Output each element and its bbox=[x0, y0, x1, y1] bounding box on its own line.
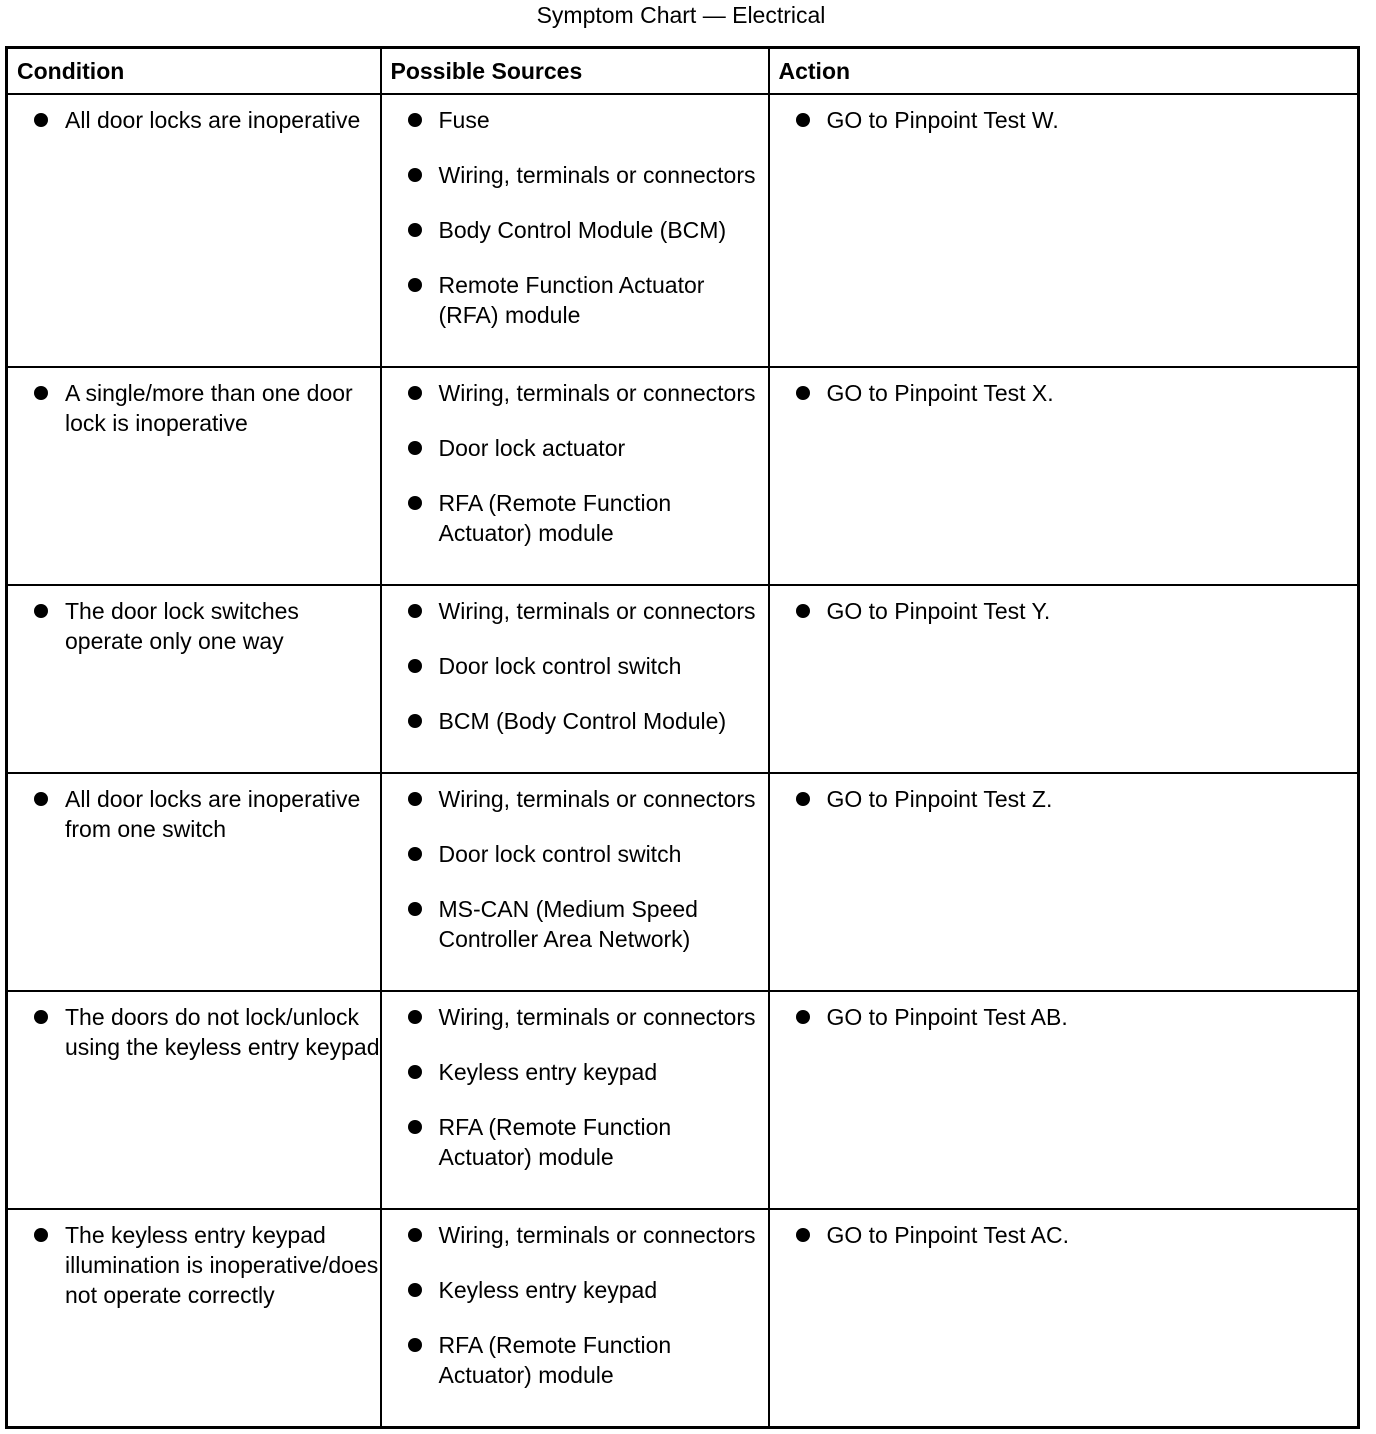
condition-cell bbox=[7, 991, 381, 1209]
sources-cell bbox=[381, 585, 769, 773]
action-cell bbox=[769, 773, 1359, 991]
bullet-icon bbox=[408, 223, 422, 237]
bullet-icon bbox=[408, 847, 422, 861]
bullet-icon bbox=[408, 113, 422, 127]
bullet-icon bbox=[34, 386, 48, 400]
source-item: RFA (Remote Function Actuator) module bbox=[382, 1330, 768, 1390]
bullet-icon bbox=[408, 714, 422, 728]
bullet-icon bbox=[408, 1283, 422, 1297]
bullet-icon bbox=[34, 792, 48, 806]
bullet-icon bbox=[408, 1065, 422, 1079]
bullet-icon bbox=[408, 441, 422, 455]
bullet-icon bbox=[408, 902, 422, 916]
bullet-icon bbox=[34, 1228, 48, 1242]
source-item: Fuse bbox=[382, 105, 768, 135]
source-item: Wiring, terminals or connectors bbox=[382, 378, 768, 408]
bullet-icon bbox=[408, 1120, 422, 1134]
action-cell bbox=[769, 585, 1359, 773]
bullet-icon bbox=[408, 386, 422, 400]
sources-cell bbox=[381, 773, 769, 991]
source-item: Wiring, terminals or connectors bbox=[382, 784, 768, 814]
bullet-icon bbox=[34, 604, 48, 618]
source-item: MS-CAN (Medium Speed Controller Area Network) bbox=[382, 894, 768, 954]
action-cell bbox=[769, 1209, 1359, 1428]
bullet-icon bbox=[408, 278, 422, 292]
bullet-icon bbox=[796, 1010, 810, 1024]
action-item: GO to Pinpoint Test X. bbox=[770, 378, 1358, 408]
table-row bbox=[7, 585, 1359, 773]
bullet-icon bbox=[796, 113, 810, 127]
action-cell bbox=[769, 991, 1359, 1209]
condition-item: The keyless entry keypad illumination is inoperative/does not operate correctly bbox=[8, 1220, 380, 1310]
table-row bbox=[7, 1209, 1359, 1428]
source-item: Door lock actuator bbox=[382, 433, 768, 463]
action-item: GO to Pinpoint Test AB. bbox=[770, 1002, 1358, 1032]
header-row bbox=[7, 48, 1359, 95]
bullet-icon bbox=[408, 1010, 422, 1024]
bullet-icon bbox=[796, 386, 810, 400]
condition-item: The doors do not lock/unlock using the keyless entry keypad bbox=[8, 1002, 380, 1062]
sources-cell bbox=[381, 1209, 769, 1428]
source-item: Door lock control switch bbox=[382, 651, 768, 681]
condition-item: All door locks are inoperative bbox=[8, 105, 380, 135]
source-item: BCM (Body Control Module) bbox=[382, 706, 768, 736]
action-item: GO to Pinpoint Test Z. bbox=[770, 784, 1358, 814]
source-item: Wiring, terminals or connectors bbox=[382, 160, 768, 190]
table-row bbox=[7, 367, 1359, 585]
source-item: Wiring, terminals or connectors bbox=[382, 1220, 768, 1250]
condition-item: The door lock switches operate only one way bbox=[8, 596, 380, 656]
symptom-table bbox=[5, 46, 1360, 1429]
condition-cell bbox=[7, 585, 381, 773]
action-cell bbox=[769, 94, 1359, 367]
action-item: GO to Pinpoint Test Y. bbox=[770, 596, 1358, 626]
condition-cell bbox=[7, 1209, 381, 1428]
condition-item: A single/more than one door lock is inoperative bbox=[8, 378, 380, 438]
condition-cell bbox=[7, 367, 381, 585]
action-item: GO to Pinpoint Test AC. bbox=[770, 1220, 1358, 1250]
bullet-icon bbox=[408, 792, 422, 806]
source-item: RFA (Remote Function Actuator) module bbox=[382, 1112, 768, 1172]
source-item: Wiring, terminals or connectors bbox=[382, 596, 768, 626]
bullet-icon bbox=[408, 496, 422, 510]
bullet-icon bbox=[408, 659, 422, 673]
table-row bbox=[7, 773, 1359, 991]
bullet-icon bbox=[408, 168, 422, 182]
bullet-icon bbox=[796, 604, 810, 618]
source-item: Remote Function Actuator (RFA) module bbox=[382, 270, 768, 330]
source-item: Door lock control switch bbox=[382, 839, 768, 869]
action-cell bbox=[769, 367, 1359, 585]
action-header: Action bbox=[769, 48, 1359, 95]
possible-sources-header: Possible Sources bbox=[381, 48, 769, 95]
condition-cell bbox=[7, 773, 381, 991]
bullet-icon bbox=[34, 1010, 48, 1024]
condition-header: Condition bbox=[7, 48, 381, 95]
condition-cell bbox=[7, 94, 381, 367]
bullet-icon bbox=[34, 113, 48, 127]
action-item: GO to Pinpoint Test W. bbox=[770, 105, 1358, 135]
source-item: Keyless entry keypad bbox=[382, 1275, 768, 1305]
sources-cell bbox=[381, 367, 769, 585]
source-item: Body Control Module (BCM) bbox=[382, 215, 768, 245]
source-item: Keyless entry keypad bbox=[382, 1057, 768, 1087]
chart-title: Symptom Chart — Electrical bbox=[536, 2, 826, 28]
bullet-icon bbox=[796, 792, 810, 806]
source-item: Wiring, terminals or connectors bbox=[382, 1002, 768, 1032]
source-item: RFA (Remote Function Actuator) module bbox=[382, 488, 768, 548]
bullet-icon bbox=[408, 1228, 422, 1242]
sources-cell bbox=[381, 991, 769, 1209]
table-row bbox=[7, 991, 1359, 1209]
bullet-icon bbox=[796, 1228, 810, 1242]
condition-item: All door locks are inoperative from one switch bbox=[8, 784, 380, 844]
sources-cell bbox=[381, 94, 769, 367]
table-row bbox=[7, 94, 1359, 367]
bullet-icon bbox=[408, 604, 422, 618]
bullet-icon bbox=[408, 1338, 422, 1352]
